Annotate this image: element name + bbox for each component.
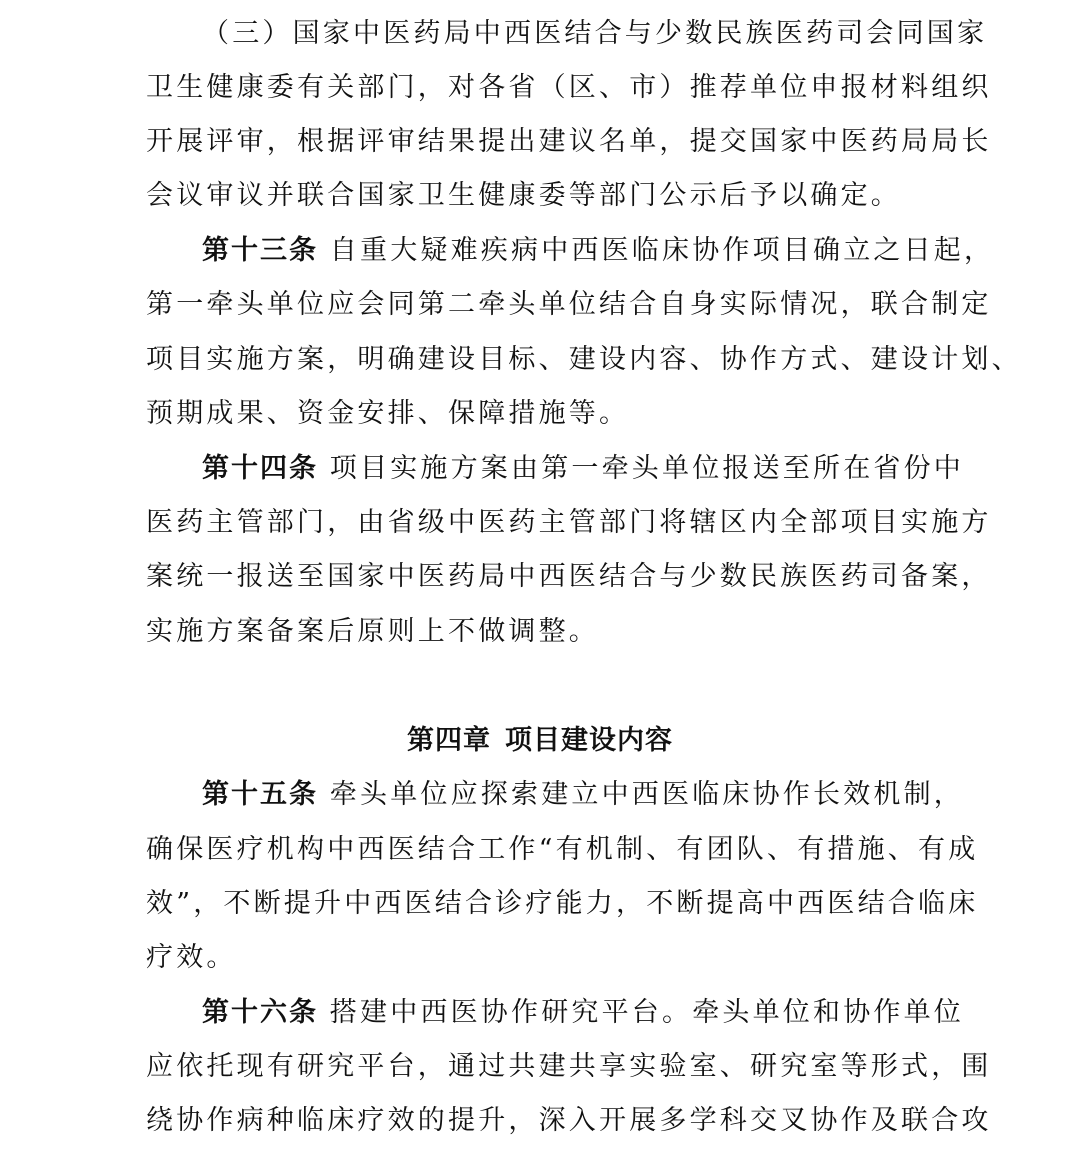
paragraph-line: 实施方案备案后原则上不做调整。 [146, 616, 599, 647]
article-15-label: 第十五条 [202, 779, 318, 810]
paragraph-line: 疗效。 [146, 942, 237, 973]
chapter-heading [0, 721, 1080, 761]
article-13-first-line [202, 231, 995, 271]
article-14-first-line [202, 449, 972, 489]
article-16-label: 第十六条 [202, 997, 318, 1028]
paragraph-line: 卫生健康委有关部门，对各省（区、市）推荐单位申报材料组织 [146, 72, 992, 103]
paragraph-line: 医药主管部门，由省级中医药主管部门将辖区内全部项目实施方 [146, 507, 992, 538]
paragraph-line: 案统一报送至国家中医药局中西医结合与少数民族医药司备案， [146, 561, 992, 592]
article-16-first-line [202, 993, 972, 1033]
article-13-label: 第十三条 [202, 235, 318, 266]
chapter-number: 第四章 [407, 725, 491, 756]
paragraph-line: 会议审议并联合国家卫生健康委等部门公示后予以确定。 [146, 180, 901, 211]
article-14-label: 第十四条 [202, 453, 318, 484]
article-14-text: 项目实施方案由第一牵头单位报送至所在省份中 [329, 453, 964, 484]
paragraph-line: 绕协作病种临床疗效的提升，深入开展多学科交叉协作及联合攻 [146, 1105, 992, 1136]
article-13-text: 自重大疑难疾病中西医临床协作项目确立之日起， [329, 235, 995, 266]
article-15-text: 牵头单位应探索建立中西医临床协作长效机制， [329, 779, 964, 810]
chapter-title: 项目建设内容 [505, 725, 673, 756]
paragraph-line: 效”，不断提升中西医结合诊疗能力，不断提高中西医结合临床 [146, 888, 979, 919]
article-15-first-line [202, 775, 972, 815]
paragraph-line: 应依托现有研究平台，通过共建共享实验室、研究室等形式，围 [146, 1051, 992, 1082]
article-16-text: 搭建中西医协作研究平台。牵头单位和协作单位 [329, 997, 964, 1028]
paragraph-line: 项目实施方案，明确建设目标、建设内容、协作方式、建设计划、 [146, 344, 1022, 375]
paragraph-line: 开展评审，根据评审结果提出建议名单，提交国家中医药局局长 [146, 126, 992, 157]
paragraph-line: （三）国家中医药局中西医结合与少数民族医药司会同国家 [202, 18, 988, 49]
paragraph-line: 第一牵头单位应会同第二牵头单位结合自身实际情况，联合制定 [146, 289, 992, 320]
paragraph-line: 预期成果、资金安排、保障措施等。 [146, 398, 630, 429]
paragraph-line: 确保医疗机构中西医结合工作“有机制、有团队、有措施、有成 [146, 834, 979, 865]
